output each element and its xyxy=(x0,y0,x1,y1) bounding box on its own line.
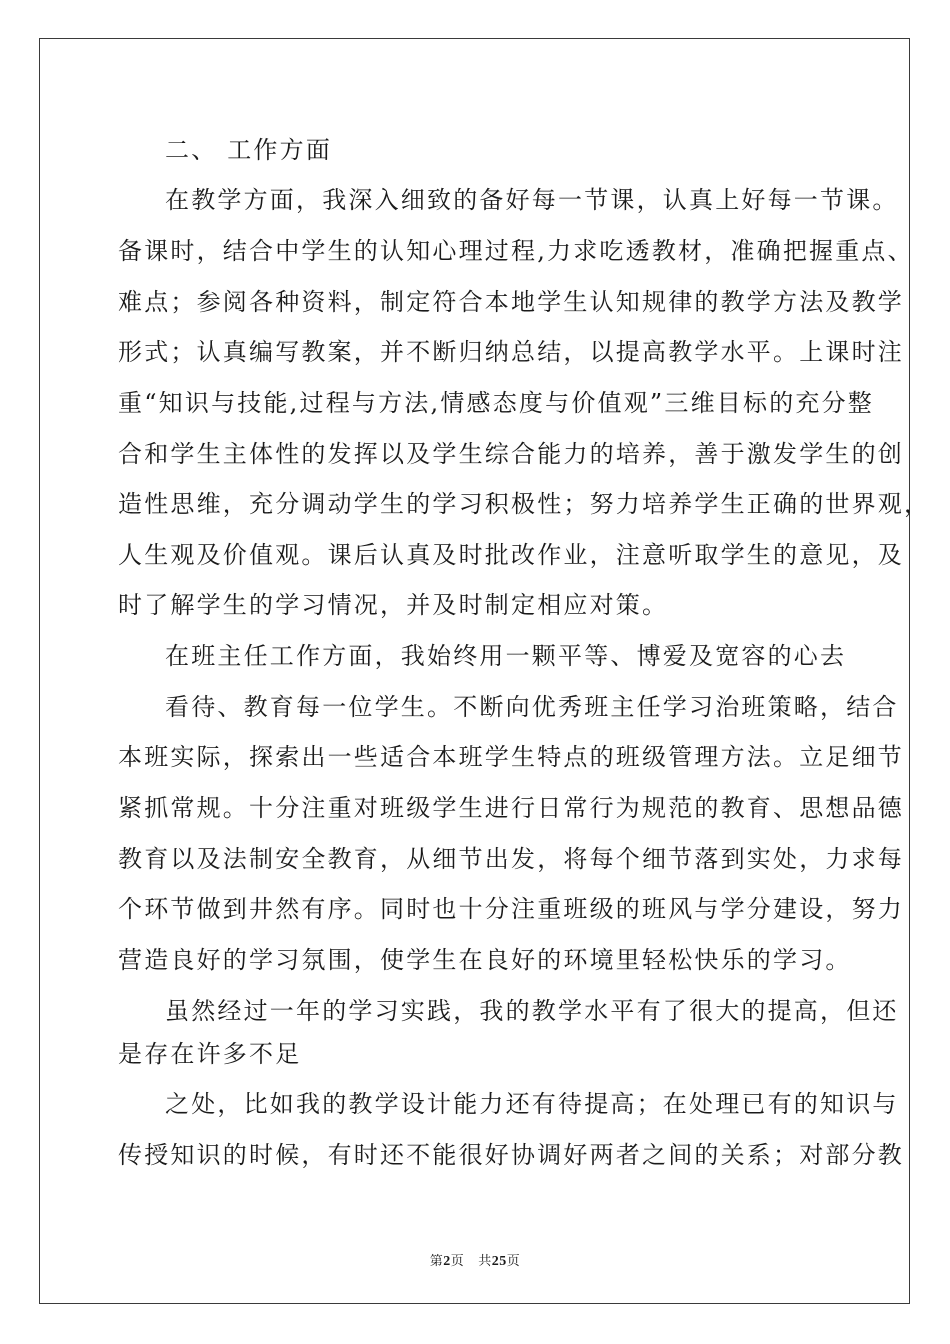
paragraph-line: 教育以及法制安全教育，从细节出发，将每个细节落到实处，力求每 xyxy=(118,845,904,873)
paragraph-line: 传授知识的时候，有时还不能很好协调好两者之间的关系；对部分教 xyxy=(118,1141,904,1169)
paragraph-line: 造性思维，充分调动学生的学习积极性；努力培养学生正确的世界观， xyxy=(118,490,931,518)
paragraph-line: 个环节做到井然有序。同时也十分注重班级的班风与学分建设，努力 xyxy=(118,895,904,923)
page-suffix: 页 xyxy=(450,1254,465,1269)
paragraph-line: 人生观及价值观。课后认真及时批改作业，注意听取学生的意见，及 xyxy=(118,541,904,569)
total-prefix: 共 xyxy=(478,1254,492,1269)
paragraph-line: 在班主任工作方面，我始终用一颗平等、博爱及宽容的心去 xyxy=(165,642,847,670)
page-prefix: 第 xyxy=(429,1254,444,1269)
paragraph-line: 之处，比如我的教学设计能力还有待提高；在处理已有的知识与 xyxy=(165,1090,899,1118)
paragraph-line: 虽然经过一年的学习实践，我的教学水平有了很大的提高，但还 xyxy=(165,997,899,1025)
page-number: 2 xyxy=(443,1254,451,1269)
paragraph-line: 看待、教育每一位学生。不断向优秀班主任学习治班策略，结合 xyxy=(165,693,899,721)
paragraph-line: 是存在许多不足 xyxy=(118,1040,302,1068)
paragraph-line: 本班实际，探索出一些适合本班学生特点的班级管理方法。立足细节 xyxy=(118,743,904,771)
paragraph-line: 重“知识与技能,过程与方法,情感态度与价值观”三维目标的充分整 xyxy=(118,389,874,417)
paragraph-line: 合和学生主体性的发挥以及学生综合能力的培养，善于激发学生的创 xyxy=(118,440,904,468)
section-heading: 二、 工作方面 xyxy=(165,136,333,164)
paragraph-line: 时了解学生的学习情况，并及时制定相应对策。 xyxy=(118,591,669,619)
paragraph-line: 形式；认真编写教案，并不断归纳总结，以提高教学水平。上课时注 xyxy=(118,338,904,366)
paragraph-line: 紧抓常规。十分注重对班级学生进行日常行为规范的教育、思想品德 xyxy=(118,794,904,822)
total-pages: 25 xyxy=(491,1254,507,1269)
paragraph-line: 营造良好的学习氛围，使学生在良好的环境里轻松快乐的学习。 xyxy=(118,946,852,974)
paragraph-line: 备课时，结合中学生的认知心理过程,力求吃透教材，准确把握重点、 xyxy=(118,237,914,265)
paragraph-line: 难点；参阅各种资料，制定符合本地学生认知规律的教学方法及教学 xyxy=(118,288,904,316)
total-suffix: 页 xyxy=(506,1254,521,1269)
paragraph-line: 在教学方面，我深入细致的备好每一节课，认真上好每一节课。 xyxy=(165,186,899,214)
page-footer xyxy=(0,1250,950,1270)
